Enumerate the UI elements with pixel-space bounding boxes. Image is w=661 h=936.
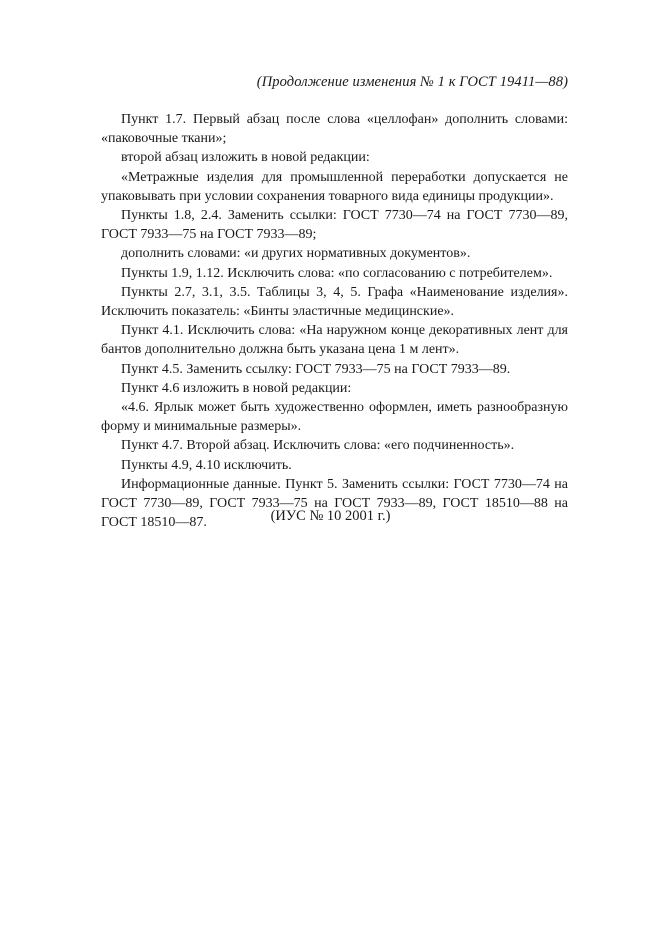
- paragraph: дополнить словами: «и других нормативных документов».: [121, 246, 471, 262]
- paragraph: Пункт 4.7. Второй абзац. Исключить слова: «его подчиненность».: [121, 438, 515, 454]
- paragraph: Пункт 4.1. Исключить слова: «На наружном конце декоративных лент для бантов дополнительно должна быть указана цена 1 м лент».: [101, 323, 568, 358]
- paragraph: Пункты 1.8, 2.4. Заменить ссылки: ГОСТ 7730—74 на ГОСТ 7730—89, ГОСТ 7933—75 на ГОСТ 7933—89;: [101, 208, 568, 243]
- continuation-header: (Продолжение изменения № 1 к ГОСТ 19411—88): [256, 74, 568, 90]
- document-body: [101, 110, 568, 532]
- paragraph: «4.6. Ярлык может быть художественно оформлен, иметь разнообразную форму и минимальные размеры».: [101, 400, 568, 435]
- paragraph: Пункт 4.6 изложить в новой редакции:: [121, 380, 352, 396]
- source-reference: (ИУС № 10 2001 г.): [270, 508, 391, 524]
- paragraph: Пункт 1.7. Первый абзац после слова «целлофан» дополнить словами: «паковочные ткани»;: [101, 112, 568, 147]
- paragraph: Пункты 4.9, 4.10 исключить.: [121, 457, 292, 473]
- paragraph: «Метражные изделия для промышленной переработки допускается не упаковывать при условии сохранения товарного вида единицы продукции».: [101, 169, 568, 204]
- paragraph: Информационные данные. Пункт 5. Заменить ссылки: ГОСТ 7730—74 на ГОСТ 7730—89, ГОСТ 7933—75 на ГОСТ 7933—89, ГОСТ 18510—88 на ГОСТ 18510—87.: [101, 476, 568, 531]
- paragraph: Пункты 2.7, 3.1, 3.5. Таблицы 3, 4, 5. Графа «Наименование изделия». Исключить показатель: «Бинты эластичные медицинские».: [101, 284, 568, 320]
- paragraph: Пункт 4.5. Заменить ссылку: ГОСТ 7933—75 на ГОСТ 7933—89.: [121, 361, 511, 377]
- paragraph: второй абзац изложить в новой редакции:: [121, 150, 370, 166]
- paragraph: Пункты 1.9, 1.12. Исключить слова: «по согласованию с потребителем».: [121, 265, 553, 281]
